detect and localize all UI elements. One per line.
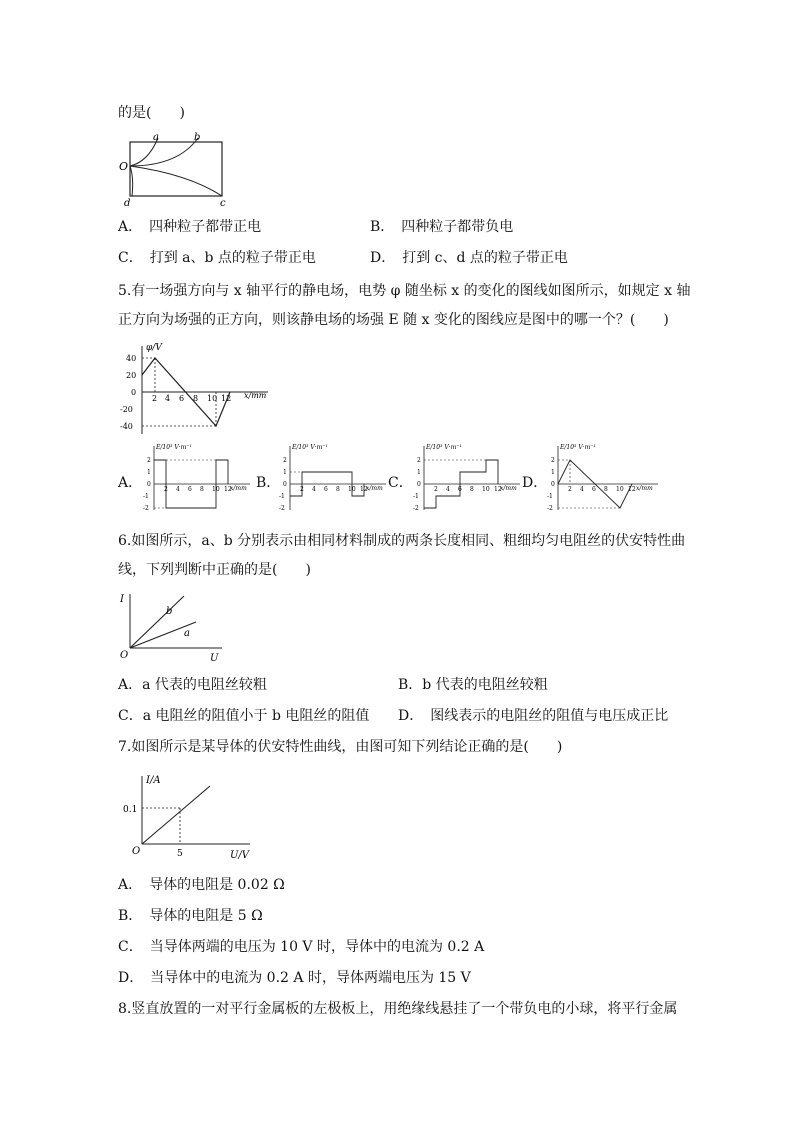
q5a-ytick-0: 0 [147,481,151,488]
q5-ytick-n40: -40 [120,422,133,431]
q5b-xtick-8: 8 [336,486,340,493]
q6-label-b: b [166,606,173,617]
q5-ylabel: φ/V [146,343,162,353]
q5-option-d-letter: D． [522,475,548,491]
q5a-ytick-n1: -1 [143,493,149,500]
q7-xtick: 5 [177,849,183,859]
q6-option-b: B．b 代表的电阻丝较粗 [398,677,548,693]
q5-xtick-2: 2 [152,394,158,403]
q5d-xtick-12: 12 [628,486,636,493]
q5d-ytick-1: 1 [551,469,555,476]
q5c-xtick-10: 10 [482,486,490,493]
q6-option-d: D． 图线表示的电阻丝的阻值与电压成正比 [398,708,669,724]
q4-deflection-figure [118,130,230,210]
q5-ytick-0: 0 [131,388,137,397]
q5b-ytick-1: 1 [283,469,287,476]
q5b-ytick-2: 2 [283,457,287,464]
q5-option-c-graph [410,440,522,512]
q7-xlabel: U/V [230,850,250,861]
q5a-ylabel: E/10³ V·m⁻¹ [156,444,192,451]
q5d-xtick-6: 6 [592,486,596,493]
q5b-xlabel: x/mm [366,485,383,492]
q5a-ytick-1: 1 [147,469,151,476]
q5d-xtick-8: 8 [604,486,608,493]
q5-xtick-10: 10 [207,394,218,403]
q7-stem: 7.如图所示是某导体的伏安特性曲线，由图可知下列结论正确的是( ) [118,739,563,755]
q5c-ylabel: E/10³ V·m⁻¹ [426,444,462,451]
q5c-ytick-n1: -1 [413,493,419,500]
q5-option-c-letter: C． [388,475,413,491]
q5b-xtick-6: 6 [324,486,328,493]
q5a-xtick-4: 4 [176,486,180,493]
q5b-ytick-0: 0 [283,481,287,488]
q7-option-a: A． 导体的电阻是 0.02 Ω [118,877,285,893]
q4-option-a: A． 四种粒子都带正电 [118,219,262,235]
q5a-xlabel: x/mm [230,485,247,492]
q5c-xtick-2: 2 [434,486,438,493]
q4-option-d: D． 打到 c、d 点的粒子带正电 [370,250,568,266]
q5c-xtick-8: 8 [470,486,474,493]
q5c-ytick-n2: -2 [413,505,419,512]
q5d-xtick-4: 4 [580,486,584,493]
q5a-ytick-2: 2 [147,457,151,464]
q5d-xtick-10: 10 [616,486,624,493]
q5-ytick-40: 40 [126,354,137,363]
q6-label-a: a [184,628,190,639]
q5b-xtick-10: 10 [348,486,356,493]
q7-ylabel: I/A [146,775,161,786]
q5b-xtick-2: 2 [300,486,304,493]
q4-label-d: d [124,198,131,209]
q5a-ytick-n2: -2 [143,505,149,512]
q5-ytick-20: 20 [126,371,137,380]
q5c-xtick-12: 12 [494,486,502,493]
q5c-ytick-1: 1 [417,469,421,476]
q6-stem-line2: 线，下列判断中正确的是( ) [118,562,311,578]
q6-stem-line1: 6.如图所示，a、b 分别表示由相同材料制成的两条长度相同、粗细均匀电阻丝的伏安特性曲 [118,533,686,549]
q5d-ytick-0: 0 [551,481,555,488]
q5b-ytick-n2: -2 [279,505,285,512]
q7-option-b: B． 导体的电阻是 5 Ω [118,908,263,924]
q5-xlabel: x/mm [244,391,267,400]
q4-option-c: C． 打到 a、b 点的粒子带正电 [118,250,316,266]
q5c-ytick-2: 2 [417,457,421,464]
q7-option-c: C． 当导体两端的电压为 10 V 时，导体中的电流为 0.2 A [118,939,485,955]
q5-option-b-letter: B． [256,475,281,491]
q6-label-I: I [120,594,124,605]
q5-option-a-graph [140,440,252,512]
q6-option-a: A．a 代表的电阻丝较粗 [118,677,267,693]
q5b-ylabel: E/10³ V·m⁻¹ [292,444,328,451]
q5d-xlabel: x/mm [636,485,653,492]
q5b-ytick-n1: -1 [279,493,285,500]
q5-xtick-8: 8 [193,394,199,403]
q5-potential-graph [118,338,278,438]
q5-stem-line2: 正方向为场强的正方向，则该静电场的场强 E 随 x 变化的图线应是图中的哪一个？( ) [118,312,669,328]
q5-option-d-graph [544,440,660,512]
q5a-xtick-2: 2 [164,486,168,493]
q6-option-c: C．a 电阻丝的阻值小于 b 电阻丝的阻值 [118,708,370,724]
q5c-ytick-0: 0 [417,481,421,488]
q5b-xtick-12: 12 [360,486,368,493]
q5b-xtick-4: 4 [312,486,316,493]
q7-label-O: O [132,846,141,857]
q4-label-a: a [153,132,159,143]
q5a-xtick-12: 12 [224,486,232,493]
q7-ytick: 0.1 [123,805,138,815]
q5d-ytick-2: 2 [551,457,555,464]
q8-stem: 8.竖直放置的一对平行金属板的左极板上，用绝缘线悬挂了一个带负电的小球，将平行金属 [118,1001,678,1017]
q6-label-O: O [120,650,129,661]
q5a-xtick-6: 6 [188,486,192,493]
q5-xtick-6: 6 [179,394,185,403]
q5a-xtick-10: 10 [212,486,220,493]
q5-option-b-graph [276,440,388,512]
q4-label-O: O [119,160,129,173]
q5d-ytick-n2: -2 [547,505,553,512]
q5c-xtick-4: 4 [446,486,450,493]
q5c-xtick-6: 6 [458,486,462,493]
q6-label-U: U [210,653,219,664]
q5d-ylabel: E/10³ V·m⁻¹ [560,444,596,451]
q7-option-d: D． 当导体中的电流为 0.2 A 时，导体两端电压为 15 V [118,970,471,986]
q5-ytick-n20: -20 [120,405,133,414]
q5a-xtick-8: 8 [200,486,204,493]
q5-xtick-4: 4 [165,394,171,403]
q5-stem-line1: 5.有一场强方向与 x 轴平行的静电场，电势 φ 随坐标 x 的变化的图线如图所示，如规定 x 轴 [118,283,691,299]
q4-option-b: B． 四种粒子都带负电 [370,219,514,235]
q5-xtick-12: 12 [221,394,232,403]
q4-stem-tail: 的是( ) [118,105,185,121]
q7-iv-graph [118,770,258,862]
q6-iv-graph [118,588,228,664]
q5c-xlabel: x/mm [500,485,517,492]
q4-label-b: b [194,132,201,143]
q5-option-a-letter: A． [118,475,143,491]
q4-label-c: c [220,198,226,209]
q5d-xtick-2: 2 [568,486,572,493]
q5d-ytick-n1: -1 [547,493,553,500]
